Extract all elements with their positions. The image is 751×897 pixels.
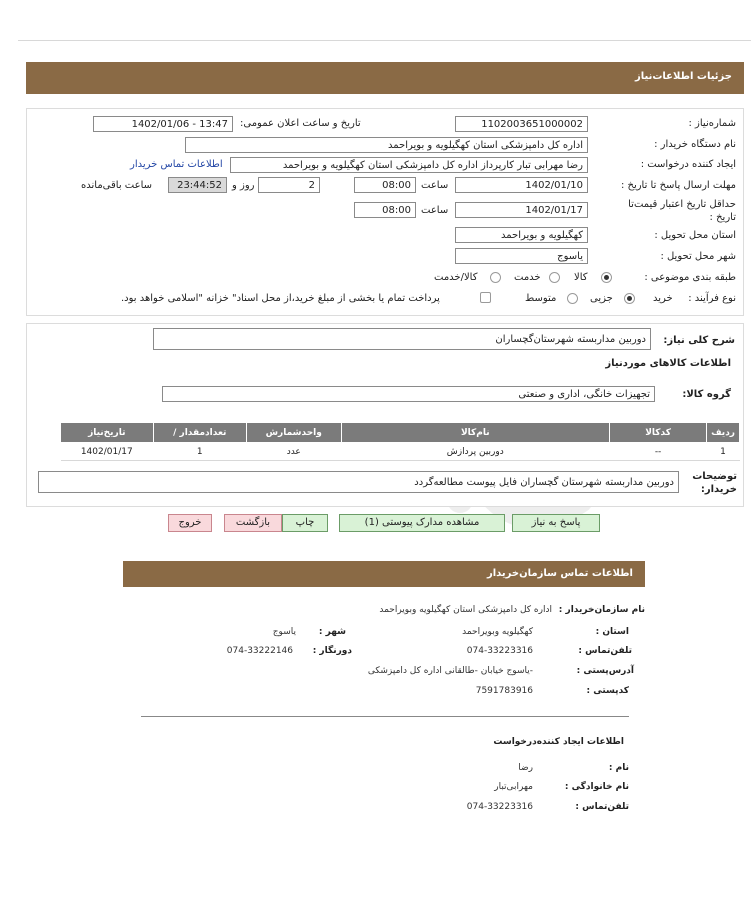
contact-title: اطلاعات تماس سازمان‌خریدار [486, 568, 633, 579]
last-name-value: مهرابی‌تبار [494, 782, 533, 792]
process-radio-minor[interactable] [624, 293, 635, 304]
province-field: کهگیلویه و بویراحمد [455, 227, 588, 243]
process-option-minor: جزیی [590, 293, 613, 304]
buyer-org-label: نام دستگاه خریدار : [654, 139, 736, 150]
contact-city-value: یاسوج [272, 627, 296, 637]
treasury-payment-checkbox[interactable] [480, 292, 491, 303]
cell-date: 1402/01/17 [61, 443, 154, 461]
back-button[interactable]: بازگشت [224, 514, 282, 532]
need-number-label: شماره‌نیاز : [688, 118, 736, 129]
col-name: نام‌کالا [341, 423, 610, 443]
days-label: روز و [232, 180, 255, 191]
last-name-label: نام خانوادگی : [564, 782, 629, 792]
buyer-contact-link[interactable]: اطلاعات تماس خریدار [130, 159, 223, 170]
org-name-label: نام سازمان‌خریدار : [558, 605, 645, 615]
buyer-notes-field: دوربین مداربسته شهرستان گچساران فایل پیوست مطالعه‌گردد [38, 471, 679, 493]
contact-phone-value: 074-33223316 [466, 646, 533, 656]
goods-info-title: اطلاعات کالاهای موردنیاز [605, 358, 731, 369]
creator-label: ایجاد کننده درخواست : [640, 159, 736, 170]
col-quantity: تعدادمقدار / [153, 423, 246, 443]
cell-name: دوربین پردازش [341, 443, 610, 461]
announce-label: تاریخ و ساعت اعلان عمومی: [240, 118, 361, 129]
col-unit: واحدشمارش [246, 423, 341, 443]
exit-button[interactable]: خروج [168, 514, 212, 532]
process-radio-medium[interactable] [567, 293, 578, 304]
deadline-time-label: ساعت [421, 180, 449, 191]
validity-time-label: ساعت [421, 205, 449, 216]
category-label: طبقه بندی موضوعی : [644, 272, 736, 283]
address-label: آدرس‌پستی : [576, 666, 634, 676]
top-divider [18, 40, 751, 41]
cell-quantity: 1 [153, 443, 246, 461]
page-title: جزئیات اطلاعات‌نیاز [635, 71, 732, 82]
cell-code: -- [610, 443, 707, 461]
process-option-medium: متوسط [525, 293, 557, 304]
process-label: نوع فرآیند : [688, 293, 736, 304]
contact-province-value: کهگیلویه وبویراحمد [462, 627, 533, 637]
col-code: کدکالا [610, 423, 707, 443]
col-row: ردیف [707, 423, 740, 443]
city-label: شهر محل تحویل : [660, 251, 736, 262]
col-date: تاریخ‌نیاز [61, 423, 154, 443]
first-name-label: نام : [608, 763, 629, 773]
print-button[interactable]: چاپ [282, 514, 328, 532]
postal-value: 7591783916 [475, 686, 533, 696]
summary-field: دوربین مداربسته شهرستان‌گچساران [153, 328, 651, 350]
days-field: 2 [258, 177, 320, 193]
remaining-time-field: 23:44:52 [168, 177, 227, 193]
postal-label: کدپستی : [586, 686, 629, 696]
category-option-service: خدمت [514, 272, 541, 283]
fax-label: دورنگار : [312, 646, 352, 656]
goods-table [60, 422, 740, 461]
category-radio-service[interactable] [549, 272, 560, 283]
contact-phone-label: تلفن‌تماس : [578, 646, 632, 656]
fax-value: 074-33222146 [226, 646, 293, 656]
page-header [26, 62, 744, 94]
creator-field: رضا مهرابی تبار کارپرداز اداره کل دامپزشکی استان کهگیلویه و بویراحمد [230, 157, 588, 173]
first-name-value: رضا [518, 763, 533, 773]
category-radio-goods-service[interactable] [490, 272, 501, 283]
contact-header [123, 561, 645, 587]
category-radio-goods[interactable] [601, 272, 612, 283]
creator-phone-label: تلفن‌تماس : [575, 802, 629, 812]
buyer-org-field: اداره کل دامپزشکی استان کهگیلویه و بویراحمد [185, 137, 588, 153]
reply-button[interactable]: پاسخ به نیاز [512, 514, 600, 532]
creator-phone-value: 074-33223316 [466, 802, 533, 812]
treasury-payment-note: پرداخت تمام یا بخشی از مبلغ خرید،از محل اسناد" خزانه "اسلامی خواهد بود. [121, 293, 440, 304]
city-field: یاسوج [455, 248, 588, 264]
goods-group-label: گروه کالا: [682, 389, 731, 400]
table-row [61, 443, 740, 461]
creator-section-title: اطلاعات ایجاد کننده‌درخواست [493, 737, 624, 747]
need-number-field: 1102003651000002 [455, 116, 588, 132]
validity-date-field: 1402/01/17 [455, 202, 588, 218]
category-option-goods: کالا [574, 272, 588, 283]
province-label: استان محل تحویل : [654, 230, 736, 241]
view-documents-button[interactable]: مشاهده مدارک پیوستی (1) [339, 514, 505, 532]
cell-row: 1 [707, 443, 740, 461]
deadline-date-field: 1402/01/10 [455, 177, 588, 193]
contact-city-label: شهر : [318, 627, 346, 637]
deadline-label: مهلت ارسال پاسخ تا تاریخ : [620, 180, 736, 191]
announce-field: 1402/01/06 - 13:47 [93, 116, 233, 132]
remaining-label: ساعت باقی‌مانده [81, 180, 153, 191]
validity-time-field: 08:00 [354, 202, 416, 218]
buyer-notes-label: توضیحات خریدار: [692, 471, 737, 495]
org-name-value: اداره کل دامپزشکی استان کهگیلویه وبویراحمد [379, 605, 552, 615]
process-option-purchase: خرید [653, 293, 673, 304]
deadline-time-field: 08:00 [354, 177, 416, 193]
summary-label: شرح کلی نیاز: [663, 335, 735, 346]
cell-unit: عدد [246, 443, 341, 461]
contact-province-label: استان : [595, 627, 629, 637]
goods-group-field: تجهیزات خانگی، اداری و صنعتی [162, 386, 655, 402]
validity-label: حداقل تاریخ اعتبار قیمت‌تا تاریخ : [628, 199, 736, 223]
category-option-goods-service: کالا/خدمت [434, 272, 478, 283]
goods-table-header [61, 423, 740, 443]
address-value: -یاسوج خیابان -طالقانی اداره کل دامپزشکی [367, 666, 533, 676]
contact-divider [141, 716, 629, 717]
